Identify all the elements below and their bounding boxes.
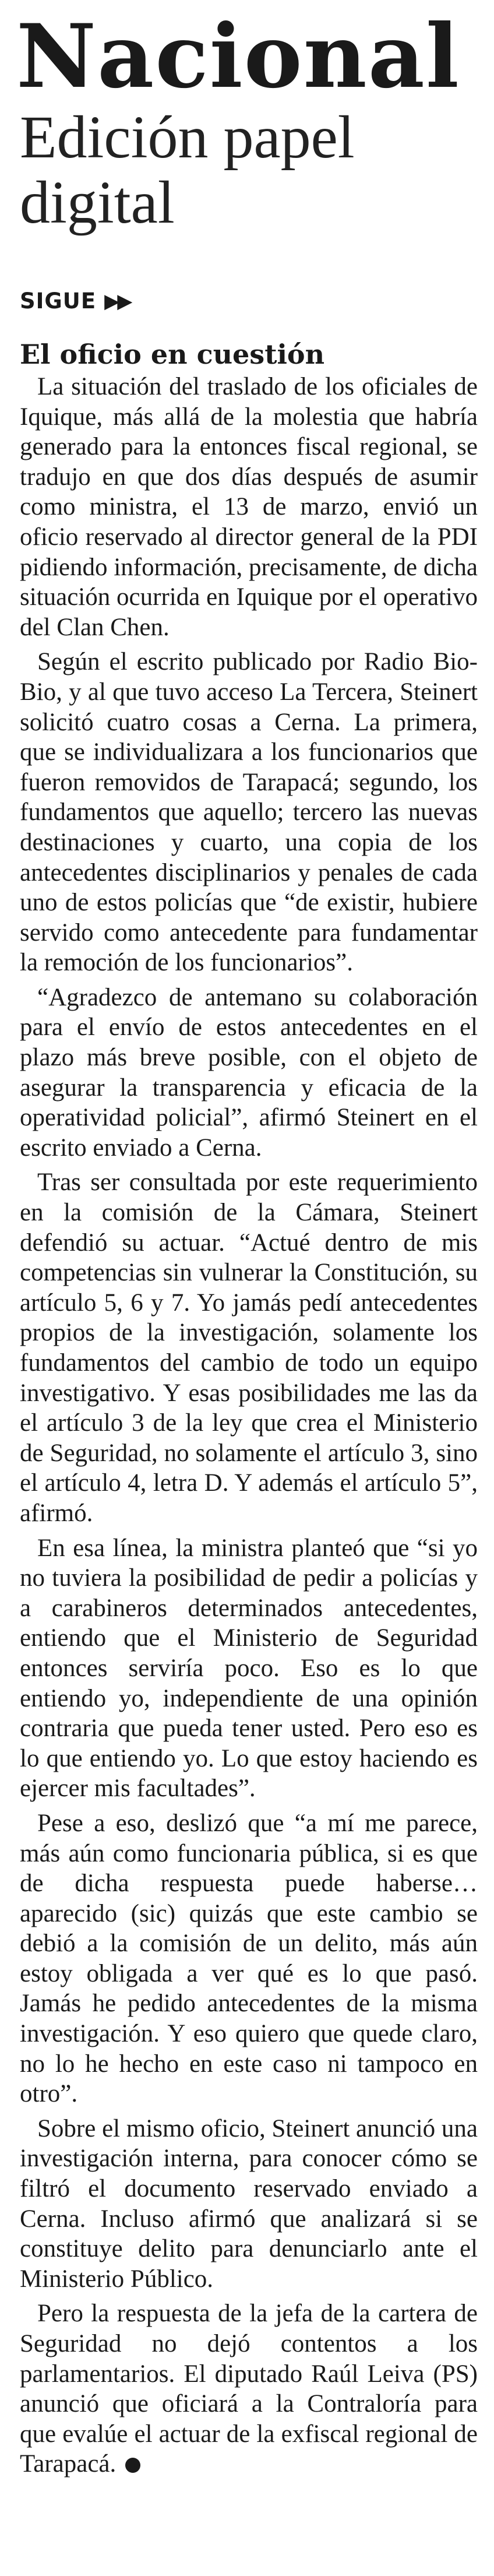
edition-subtitle: Edición papel digital	[20, 104, 355, 236]
article-paragraph-text: Pero la respuesta de la jefa de la cartera de Seguridad no dejó contentos a los parlamentarios. El diputado Raúl Leiva (PS) anunció que oficiará a la Contraloría para que evalúe el actuar de la exfiscal regional de Tarapacá.	[20, 2300, 478, 2478]
article-subhead: El oficio en cuestión	[20, 339, 325, 370]
end-of-article-icon	[125, 2458, 140, 2473]
article-paragraph: Pese a eso, deslizó que “a mí me parece, más aún como funcionaria pública, si es que de dicha respuesta puede haberse… aparecido (sic) quizás que este cambio se debió a la comisión de un delito, más aún estoy obligada a ver qué es lo que pasó. Jamás he pedido antecedentes de la misma investigación. Y eso quiero que quede claro, no lo he hecho en este caso ni tampoco en otro”.	[20, 1809, 478, 2108]
continued-label: SIGUE	[20, 288, 97, 314]
masthead	[16, 5, 482, 236]
article-paragraph: En esa línea, la ministra planteó que “si yo no tuviera la posibilidad de pedir a policías y a carabineros determinados antecedentes, entiendo que el Ministerio de Seguridad entonces serviría poco. Eso es lo que entiendo yo, independiente de una opinión contraria que pueda tener usted. Pero eso es lo que entiendo yo. Lo que estoy haciendo es ejercer mis facultades”.	[20, 1534, 478, 1803]
article-paragraph: Tras ser consultada por este requerimiento en la comisión de la Cámara, Steinert defendió su actuar. “Actué dentro de mis competencias sin vulnerar la Constitución, su artículo 5, 6 y 7. Yo jamás pedí antecedentes propios de la investigación, solamente los fundamentos del cambio de todo un equipo investigativo. Y esas posibilidades me las da el artículo 3 de la ley que crea el Ministerio de Seguridad, no solamente el artículo 3, sino el artículo 4, letra D. Y además el artículo 5”, afirmó.	[20, 1169, 478, 1527]
article	[20, 337, 478, 2479]
continued-marker	[20, 288, 130, 314]
article-paragraph: La situación del traslado de los oficiales de Iquique, más allá de la molestia que habría generado para la entonces fiscal regional, se tradujo en que dos días después de asumir como ministra, el 13 de marzo, envió un oficio reservado al director general de la PDI pidiendo información, precisamente, de dicha situación ocurrida en Iquique por el operativo del Clan Chen.	[20, 373, 478, 641]
article-paragraph: “Agradezco de antemano su colaboración para el envío de estos antecedentes en el plazo más breve posible, con el objeto de asegurar la transparencia y eficacia de la operatividad policial”, afirmó Steinert en el escrito enviado a Cerna.	[20, 983, 478, 1162]
article-paragraph: Sobre el mismo oficio, Steinert anunció una investigación interna, para conocer cómo se filtró el documento reservado enviado a Cerna. Incluso afirmó que analizará si se constituye delito para denunciarlo ante el Ministerio Público.	[20, 2114, 478, 2293]
article-paragraph-last	[20, 2299, 478, 2479]
section-title: Nacional	[16, 5, 460, 108]
article-paragraph: Según el escrito publicado por Radio Bio-Bio, y al que tuvo acceso La Tercera, Steinert solicitó cuatro cosas a Cerna. La primera, que se individualizara a los funcionarios que fueron removidos de Tarapacá; segundo, los fundamentos que aquello; tercero las nuevas destinaciones y cuarto, una copia de los antecedentes disciplinarios y penales de cada uno de estos policías que “de existir, hubiere servido como antecedente para fundamentar la remoción de los funcionarios”.	[20, 648, 478, 977]
double-arrow-icon: ▶▶	[104, 290, 130, 313]
article-body	[20, 372, 478, 2479]
